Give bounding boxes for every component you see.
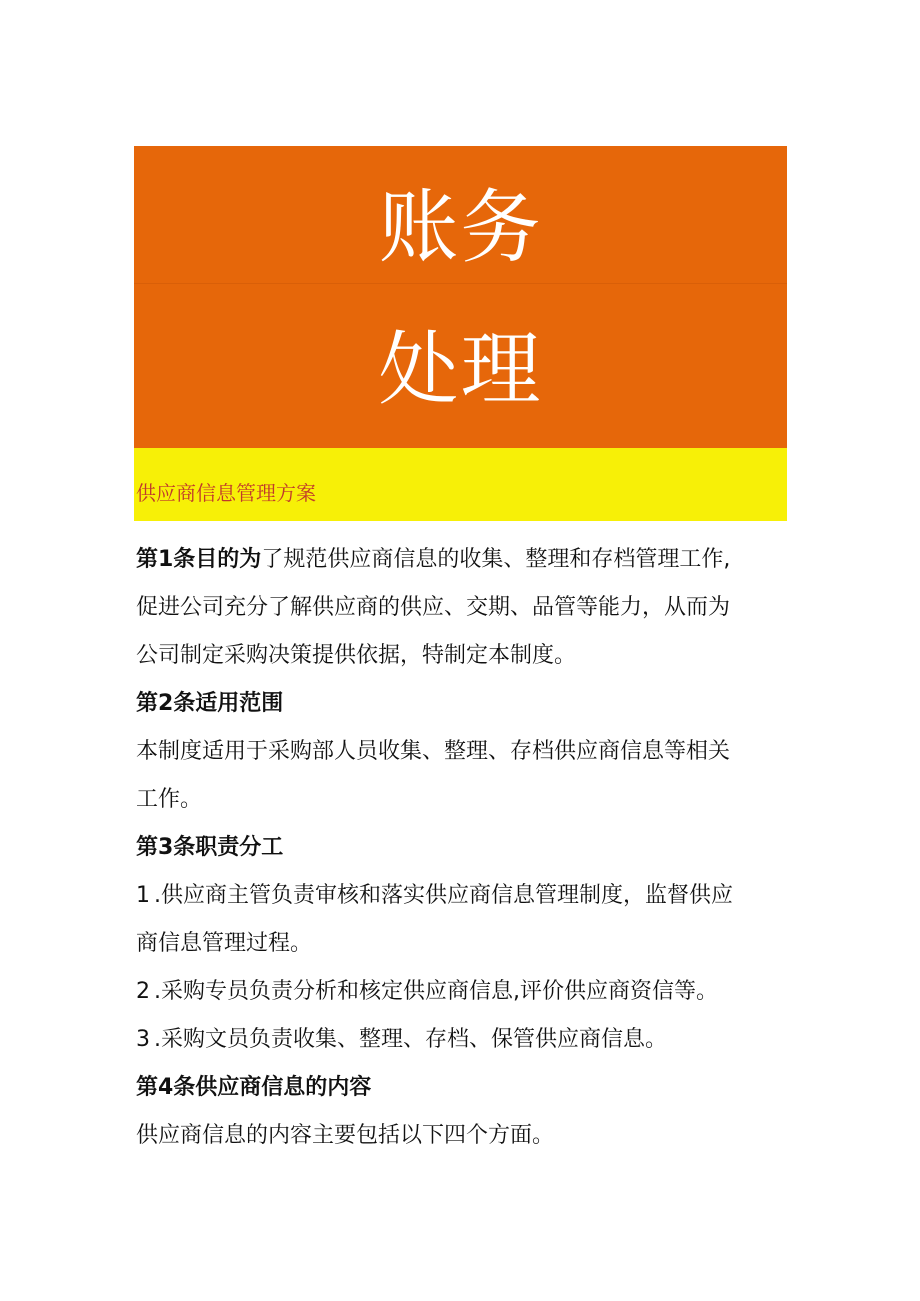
list-item-text: .供应商主管负责审核和落实供应商信息管理制度，监督供应: [154, 883, 733, 908]
list-item: [136, 872, 796, 920]
list-item-text: .采购专员负责分析和核定供应商信息,评价供应商资信等。: [154, 979, 718, 1004]
article-1-heading: 第1条目的为: [136, 547, 262, 572]
article-1-text: 了规范供应商信息的收集、整理和存档管理工作,: [261, 547, 731, 572]
banner-divider: [134, 283, 787, 284]
article-1-line-1: [136, 536, 796, 584]
document-body: [136, 536, 796, 1160]
article-3-heading: 第3条职责分工: [136, 835, 284, 860]
title-banner: [134, 146, 787, 448]
article-2-line-1: 本制度适用于采购部人员收集、整理、存档供应商信息等相关: [136, 739, 731, 764]
list-item-number: 2: [136, 979, 150, 1004]
list-item-number: 3: [136, 1027, 150, 1052]
list-item-continuation: 商信息管理过程。: [136, 931, 313, 956]
list-item: [136, 968, 796, 1016]
list-item-text: .采购文员负责收集、整理、存档、保管供应商信息。: [154, 1027, 667, 1052]
list-item: [136, 1016, 796, 1064]
article-2-line-2: 工作。: [136, 787, 203, 812]
article-2-heading: 第2条适用范围: [136, 691, 284, 716]
article-1-line-3: 公司制定采购决策提供依据，特制定本制度。: [136, 643, 577, 668]
document-subtitle: 供应商信息管理方案: [136, 481, 316, 505]
list-item-number: 1: [136, 883, 150, 908]
banner-title-line-1: 账务: [378, 181, 543, 274]
article-1-line-2: 促进公司充分了解供应商的供应、交期、品管等能力，从而为: [136, 595, 731, 620]
banner-title-line-2: 处理: [378, 323, 543, 416]
article-4-line-1: 供应商信息的内容主要包括以下四个方面。: [136, 1123, 555, 1148]
subtitle-bar: [134, 448, 787, 521]
article-4-heading: 第4条供应商信息的内容: [136, 1075, 372, 1100]
